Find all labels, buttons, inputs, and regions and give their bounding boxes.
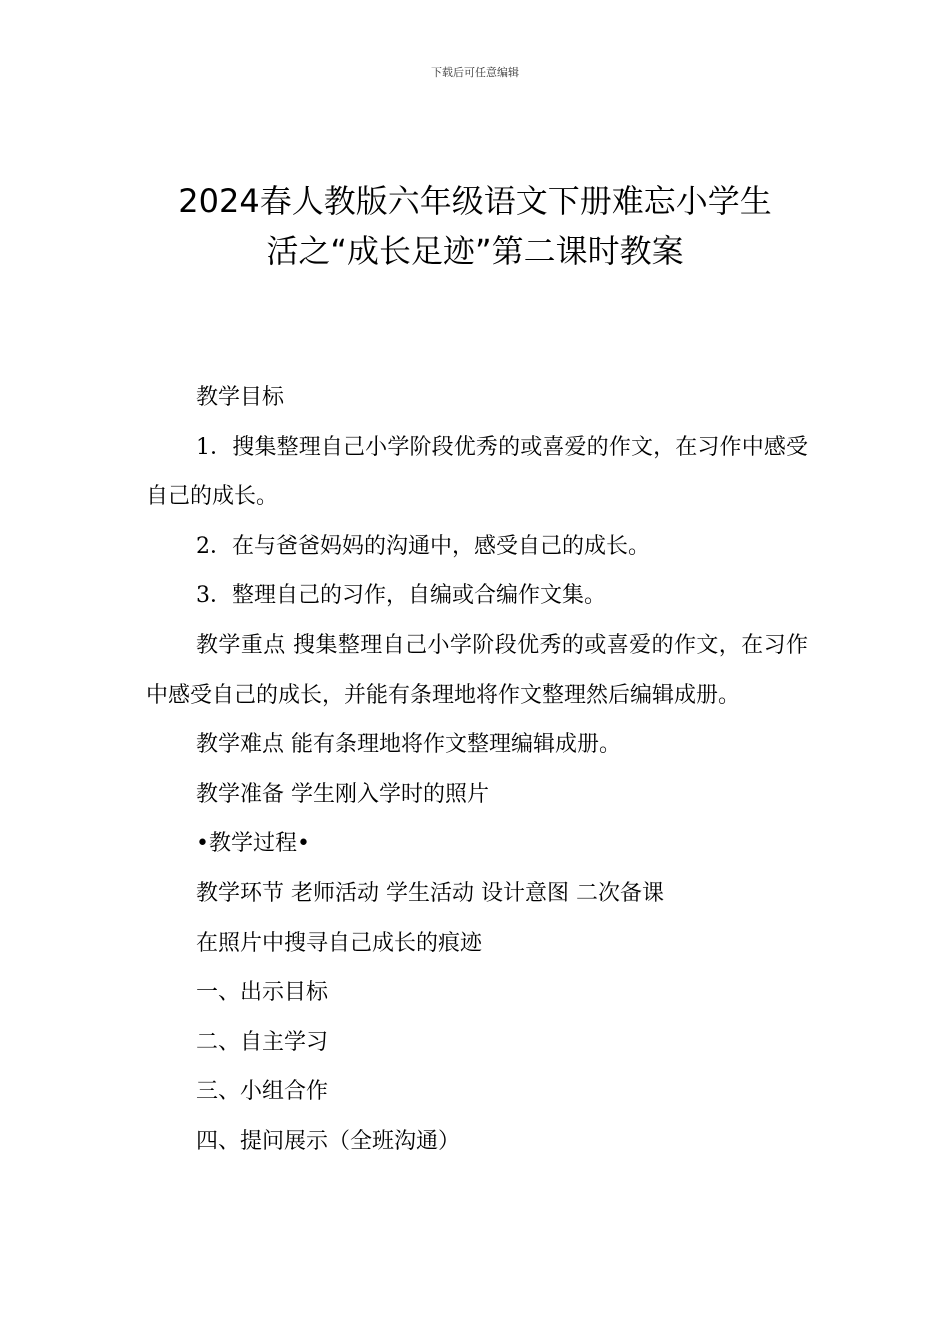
- objective-item-1: 1．搜集整理自己小学阶段优秀的或喜爱的作文，在习作中感受自己的成长。: [146, 434, 808, 510]
- activity-title: 在照片中搜寻自己成长的痕迹: [196, 930, 483, 956]
- step-1: 一、出示目标: [196, 980, 329, 1006]
- step-4: 四、提问展示（全班沟通）: [196, 1128, 461, 1154]
- objective-item-3: 3．整理自己的习作，自编或合编作文集。: [196, 583, 606, 609]
- title-line-1: 2024春人教版六年级语文下册难忘小学生: [178, 182, 772, 220]
- difficulties-paragraph: 教学难点 能有条理地将作文整理编辑成册。: [196, 732, 621, 758]
- document-title: [130, 176, 820, 276]
- preparation-paragraph: 教学准备 学生刚入学时的照片: [196, 781, 489, 807]
- section-heading-process: •教学过程•: [196, 831, 310, 857]
- document-body: [146, 373, 808, 1167]
- key-points-paragraph: 教学重点 搜集整理自己小学阶段优秀的或喜爱的作文，在习作中感受自己的成长，并能有条理地将作文整理然后编辑成册。: [146, 632, 808, 708]
- table-header-line: 教学环节 老师活动 学生活动 设计意图 二次备课: [196, 880, 664, 906]
- title-line-2: 活之“成长足迹”第二课时教案: [266, 232, 684, 270]
- step-2: 二、自主学习: [196, 1029, 329, 1055]
- section-heading-objectives: 教学目标: [196, 385, 285, 410]
- step-3: 三、小组合作: [196, 1079, 329, 1105]
- running-header: 下载后可任意编辑: [431, 66, 519, 79]
- objective-item-2: 2．在与爸爸妈妈的沟通中，感受自己的成长。: [196, 533, 650, 559]
